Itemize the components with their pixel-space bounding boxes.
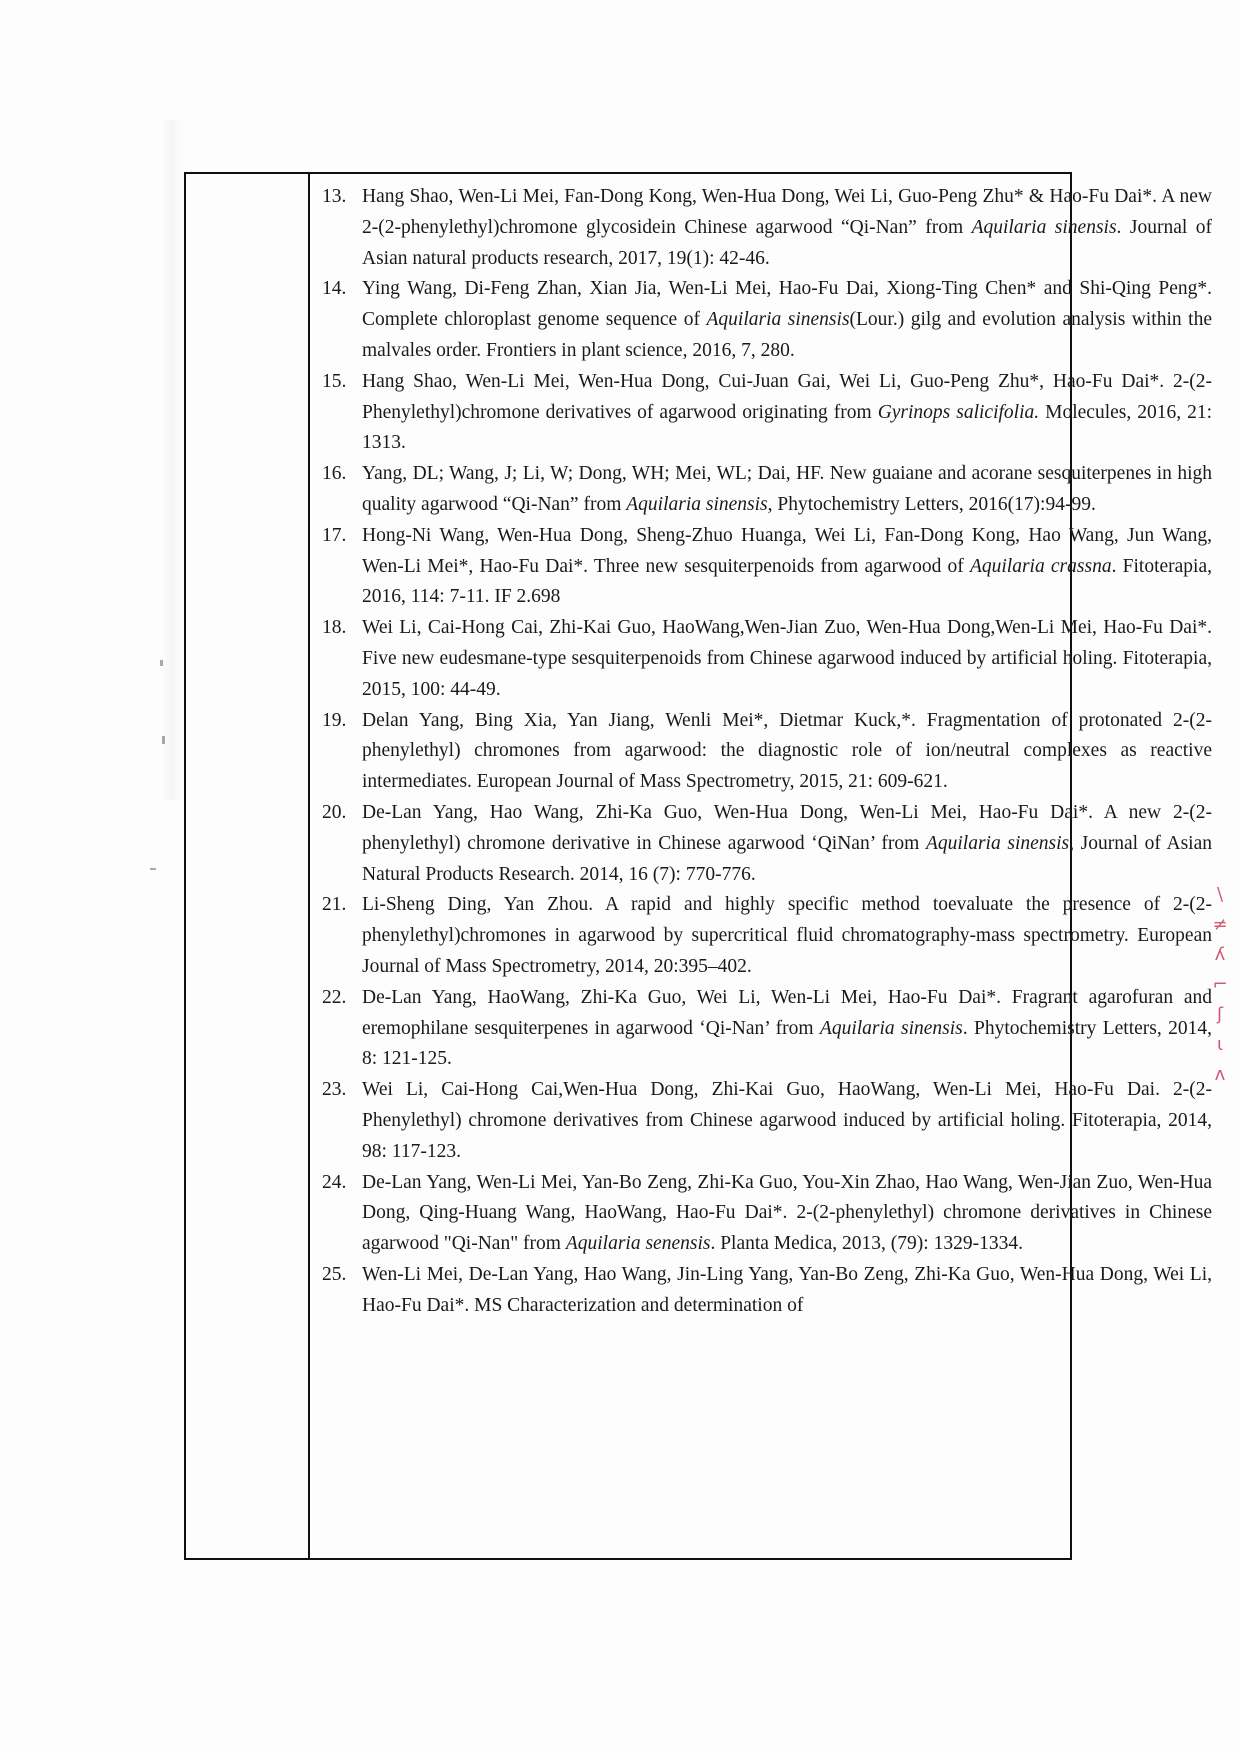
reference-text-segment: . Planta Medica, 2013, (79): 1329-1334. (710, 1233, 1023, 1255)
reference-text (362, 1079, 1212, 1162)
reference-text (362, 894, 1212, 977)
reference-number: 14. (322, 278, 347, 300)
reference-number: 23. (322, 1079, 347, 1101)
reference-number: 25. (322, 1263, 347, 1285)
reference-entry (322, 1075, 1212, 1167)
reference-text-segment: Hang Shao, Wen-Li Mei, Wen-Hua Dong, Cui-Juan Gai, Wei Li, Guo-Peng Zhu*, Hao-Fu Dai*. 2-(2-Phenylethyl)chromone derivatives of agarwood originating from (362, 370, 1212, 423)
reference-text-segment: Ying Wang, Di-Feng Zhan, Xian Jia, Wen-Li Mei, Hao-Fu Dai, Xiong-Ting Chen* and Shi-Qing Peng*. Complete chloroplast genome sequence of (362, 278, 1212, 331)
reference-entry (322, 706, 1212, 798)
reference-species-name: Aquilaria sinensis (626, 493, 768, 515)
reference-entry (322, 182, 1212, 274)
reference-text-segment: . Fitoterapia, 2016, 114: 7-11. IF 2.698 (362, 555, 1212, 608)
reference-text-segment: Wei Li, Cai-Hong Cai, Zhi-Kai Guo, HaoWang,Wen-Jian Zuo, Wen-Hua Dong,Wen-Li Mei, Hao-Fu Dai*. Five new eudesmane-type sesquiterpenoids from Chinese agarwood induced by artificial holing. Fitoterapia, 2015, 100: 44-49. (362, 617, 1212, 700)
reference-entry (322, 367, 1212, 459)
column-divider (308, 174, 310, 1558)
reference-number: 20. (322, 801, 347, 823)
reference-text-segment: (Lour.) gilg and evolution analysis within the malvales order. Frontiers in plant science, 2016, 7, 280. (362, 309, 1212, 361)
reference-entry (322, 798, 1212, 890)
reference-text (362, 278, 1212, 361)
reference-text-segment: Hong-Ni Wang, Wen-Hua Dong, Sheng-Zhuo Huanga, Wei Li, Fan-Dong Kong, Hao Wang, Jun Wang, Wen-Li Mei*, Hao-Fu Dai*. Three new sesquiterpenoids from agarwood of (362, 524, 1212, 577)
reference-text (362, 525, 1212, 608)
scan-shadow (160, 120, 184, 800)
reference-species-name: Aquilaria sinensis (971, 216, 1117, 238)
reference-number: 22. (322, 986, 347, 1008)
reference-text (362, 710, 1212, 793)
reference-text-segment: De-Lan Yang, Wen-Li Mei, Yan-Bo Zeng, Zhi-Ka Guo, You-Xin Zhao, Hao Wang, Wen-Jian Zuo, Wen-Hua Dong, Qing-Huang Wang, HaoWang, Hao-Fu Dai*. 2-(2-phenylethyl) chromone derivatives in Chinese agarwood "Qi-Nan" from (362, 1171, 1212, 1255)
reference-text-segment: De-Lan Yang, HaoWang, Zhi-Ka Guo, Wei Li, Wen-Li Mei, Hao-Fu Dai*. Fragrant agarofuran and eremophilane sesquiterpenes in agarwood ‘Qi-Nan’ from (362, 986, 1212, 1039)
reference-entry (322, 613, 1212, 705)
reference-entry (322, 983, 1212, 1075)
reference-text (362, 1264, 1212, 1316)
reference-number: 17. (322, 524, 347, 546)
reference-text-segment: Hang Shao, Wen-Li Mei, Fan-Dong Kong, Wen-Hua Dong, Wei Li, Guo-Peng Zhu* & Hao-Fu Dai*. A new 2-(2-phenylethyl)chromone glycosidein Chinese agarwood “Qi-Nan” from (362, 186, 1212, 238)
reference-species-name: Aquilaria crassna (969, 555, 1112, 577)
reference-species-name: Aquilaria sinensis (819, 1017, 963, 1039)
reference-species-name: Gyrinops salicifolia. (877, 401, 1040, 423)
reference-species-name: Aquilaria senensis (565, 1233, 711, 1255)
reference-entry (322, 274, 1212, 366)
reference-number: 16. (322, 463, 347, 485)
reference-list (322, 182, 1240, 1321)
reference-text-segment: Molecules, 2016, 21: 1313. (362, 401, 1212, 454)
reference-number: 13. (322, 186, 347, 207)
reference-text (362, 463, 1212, 515)
reference-text (362, 802, 1212, 885)
reference-number: 18. (322, 617, 347, 639)
reference-number: 19. (322, 709, 347, 731)
reference-text-segment: . Phytochemistry Letters, 2014, 8: 121-125. (362, 1017, 1212, 1070)
reference-text-segment: Li-Sheng Ding, Yan Zhou. A rapid and highly specific method toevaluate the presence of 2-(2-phenylethyl)chromones in agarwood by supercritical fluid chromatography-mass spectrometry. European Journal of Mass Spectrometry, 2014, 20:395–402. (362, 894, 1212, 977)
reference-entry (322, 890, 1212, 982)
reference-entry (322, 1168, 1212, 1260)
reference-entry (322, 459, 1212, 521)
reference-entry (322, 1260, 1212, 1322)
scan-speck (150, 868, 156, 870)
reference-text (362, 1172, 1212, 1255)
scan-speck (162, 736, 165, 744)
reference-text (362, 987, 1212, 1070)
reference-table (184, 172, 1212, 1560)
reference-text-segment: Wei Li, Cai-Hong Cai,Wen-Hua Dong, Zhi-Kai Guo, HaoWang, Wen-Li Mei, Hao-Fu Dai. 2-(2-Phenylethyl) chromone derivatives from Chinese agarwood induced by artificial holing. Fitoterapia, 2014, 98: 117-123. (362, 1079, 1212, 1162)
reference-text-segment: Wen-Li Mei, De-Lan Yang, Hao Wang, Jin-Ling Yang, Yan-Bo Zeng, Zhi-Ka Guo, Wen-Hua Dong, Wei Li, Hao-Fu Dai*. MS Characterization and determination of (362, 1263, 1212, 1316)
reference-number: 21. (322, 894, 347, 916)
reference-number: 24. (322, 1171, 347, 1193)
reference-text (362, 371, 1212, 454)
reference-text (362, 186, 1212, 269)
reference-text (362, 617, 1212, 700)
reference-species-name: Aquilaria sinensis (706, 309, 850, 331)
reference-entry (322, 521, 1212, 613)
reference-text-segment: De-Lan Yang, Hao Wang, Zhi-Ka Guo, Wen-Hua Dong, Wen-Li Mei, Hao-Fu Dai*. A new 2-(2-phenylethyl) chromone derivative in Chinese agarwood ‘QiNan’ from (362, 801, 1212, 854)
reference-text-segment: Delan Yang, Bing Xia, Yan Jiang, Wenli Mei*, Dietmar Kuck,*. Fragmentation of protonated 2-(2-phenylethyl) chromones from agarwood: the diagnostic role of ion/neutral complexes as reactive intermediates. European Journal of Mass Spectrometry, 2015, 21: 609-621. (362, 709, 1212, 793)
scan-speck (160, 660, 163, 666)
red-seal-stamp-fragment: \ ≠ ʎ ⌐ ʃ ɩ ʌ (1212, 884, 1228, 1085)
reference-number: 15. (322, 370, 347, 392)
reference-text-segment: , Journal of Asian Natural Products Research. 2014, 16 (7): 770-776. (362, 832, 1212, 885)
reference-text-segment: . Journal of Asian natural products research, 2017, 19(1): 42-46. (362, 216, 1212, 269)
reference-text-segment: , Phytochemistry Letters, 2016(17):94-99. (767, 493, 1096, 515)
reference-species-name: Aquilaria sinensis (925, 832, 1070, 854)
reference-text-segment: Yang, DL; Wang, J; Li, W; Dong, WH; Mei, WL; Dai, HF. New guaiane and acorane sesquiterpenes in high quality agarwood “Qi-Nan” from (362, 463, 1212, 515)
